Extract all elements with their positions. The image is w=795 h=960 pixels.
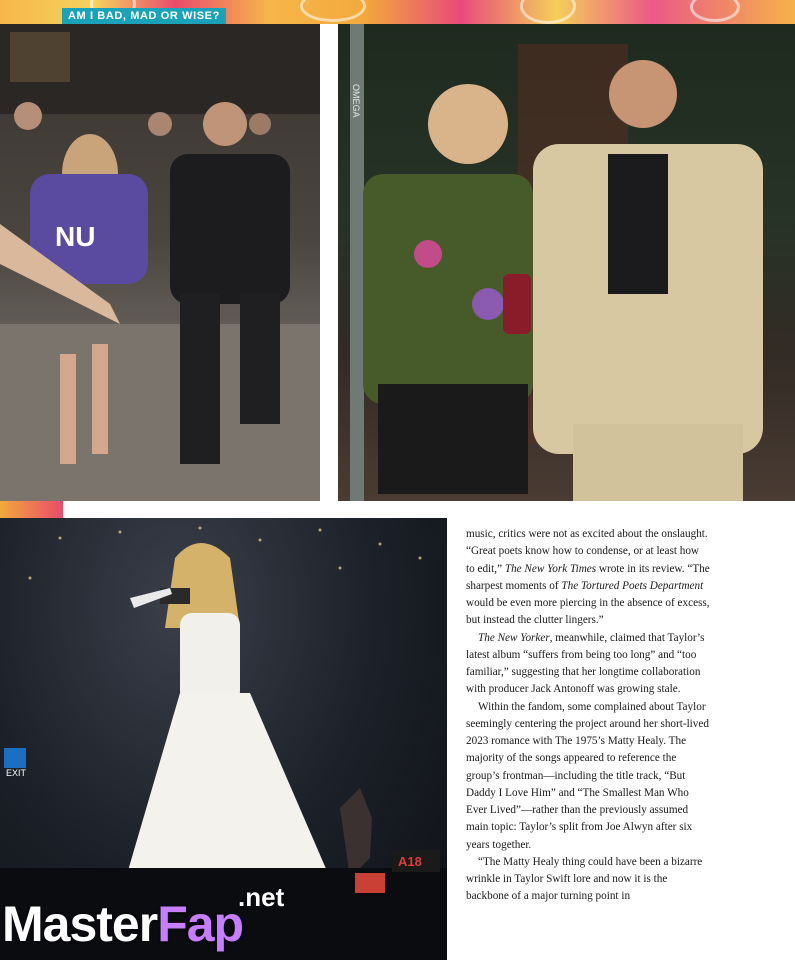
publication-title: The New Yorker	[478, 631, 550, 644]
couple-photo-right	[338, 24, 795, 501]
paragraph-text: , meanwhile, claimed that Taylor’s latest album “suffers from being too long” and “too familiar,” suggesting that her longtime collaboration with producer Jack Antonoff was growing stale.	[466, 631, 705, 696]
paragraph-text: music, critics were not as excited about the onslaught. “Great poets know how to condense, or at least how to edit,”	[466, 528, 708, 575]
publication-title: The Tortured Poets Department	[561, 579, 704, 592]
couple-photo-illustration	[338, 24, 795, 501]
paragraph-text: wrote in its review. “The sharpest moments of	[466, 562, 710, 592]
article-paragraph	[466, 699, 710, 854]
decorative-accent-strip	[0, 501, 63, 518]
concert-stage-photo	[0, 518, 447, 960]
watermark-part-b: Fap	[157, 896, 244, 952]
street-photo-left	[0, 24, 320, 501]
article-paragraph	[466, 630, 710, 699]
pole-sign-text: OMEGA	[351, 84, 361, 118]
watermark-part-a: Master	[2, 896, 158, 952]
publication-title: The New York Times	[504, 562, 597, 575]
paragraph-text: Within the fandom, some complained about Taylor seemingly centering the project around her short-lived 2023 romance with The 1975’s Matty Healy. The majority of the songs appeared to reference the group’s frontman—including the title track, “But Daddy I Love Him” and “The Smallest Man Who Ever Lived”—rather than the previously assumed main topic: Taylor’s split from Joe Alwyn after six years together.	[466, 700, 709, 851]
article-paragraph	[466, 854, 710, 906]
article-paragraph	[466, 526, 710, 630]
paragraph-text: “The Matty Healy thing could have been a bizarre wrinkle in Taylor Swift lore and now it is the backbone of a major turning point in	[466, 855, 703, 903]
watermark-suffix: .net	[238, 882, 285, 912]
svg-text:NU: NU	[55, 221, 96, 252]
concert-stage-illustration	[0, 518, 447, 960]
stage-seat-sign: A18	[398, 854, 422, 869]
section-kicker: AM I BAD, MAD OR WISE?	[62, 8, 226, 24]
street-photo-left-illustration	[0, 24, 320, 501]
paragraph-text: would be even more piercing in the absence of excess, but instead the clutter lingers.”	[466, 597, 710, 627]
exit-sign: EXIT	[6, 768, 27, 778]
article-body	[466, 526, 710, 906]
